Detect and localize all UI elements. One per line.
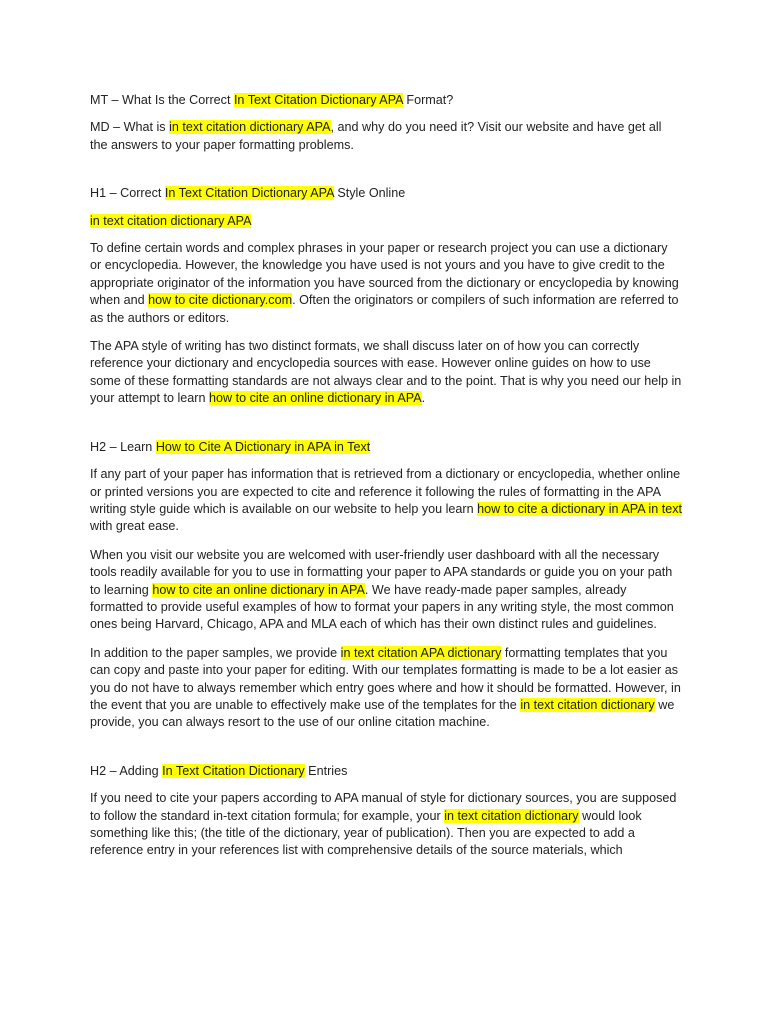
paragraph-text: To define certain words and complex phrases in your paper or research project you can use a dictionary or encyclopedia. However, the knowledge you have used is not yours and you have to give credit to the appropriate originator of the information you have sourced from the dictionary or encyclopedia by knowing when and	[90, 241, 679, 308]
heading-h2-learn	[90, 439, 682, 456]
paragraph-text: The APA style of writing has two distinct formats, we shall discuss later on of how you can correctly reference your dictionary and encyclopedia sources with ease. However online guides on how to use some of these formatting standards are not always clear and to the point. That is why you need our help in your attempt to learn	[90, 339, 682, 406]
heading-h1-suffix: Style Online	[333, 186, 406, 201]
paragraph-text: If you need to cite your papers according to APA manual of style for dictionary sources, you are supposed to follow the standard in-text citation formula; for example, your	[90, 791, 677, 823]
highlighted-keyword: How to Cite A Dictionary in APA in Text	[155, 439, 371, 454]
paragraph-text: formatting templates that you can copy and paste into your paper for editing. With our templates formatting is made to be a lot easier as you do not have to always remember which entry goes where and how it should be formatted. However, in the event that you are unable to effectively make use of the templates for the	[90, 645, 681, 712]
highlighted-keyword: how to cite dictionary.com	[148, 293, 293, 308]
paragraph-text: . We have ready-made paper samples, already formatted to provide useful examples of how to format your papers in any writing style, the most common ones being Harvard, Chicago, APA and MLA each of which has their own distinct rules and guidelines.	[90, 582, 674, 632]
paragraph-text: would look something like this; (the title of the dictionary, year of publication). Then you are expected to add a reference entry in your references list with comprehensive details of the source materials, which	[90, 808, 642, 858]
paragraph-website-dashboard	[90, 547, 682, 634]
heading-h2-prefix: H2 – Learn	[90, 439, 156, 454]
highlighted-keyword: In Text Citation Dictionary APA	[233, 93, 403, 107]
paragraph-text: In addition to the paper samples, we provide	[90, 645, 341, 660]
meta-description-paragraph	[90, 119, 682, 154]
paragraph-define-terms	[90, 240, 682, 327]
heading-h2-adding	[90, 763, 682, 780]
paragraph-text: .	[421, 391, 426, 406]
meta-title-suffix: Format?	[402, 93, 454, 107]
paragraph-text: with great ease.	[90, 519, 179, 534]
meta-title-prefix: MT – What Is the Correct	[90, 93, 234, 107]
paragraph-text: When you visit our website you are welcomed with user-friendly user dashboard with all the necessary tools readily available for you to use in formatting your paper to APA standards or guide you on your path to learning	[90, 547, 673, 597]
heading-h1-prefix: H1 – Correct	[90, 186, 165, 201]
paragraph-text: If any part of your paper has information that is retrieved from a dictionary or encyclopedia, whether online or printed versions you are expected to cite and reference it following the rules of formatting in the APA writing style guide which is available on our website to help you learn	[90, 467, 681, 516]
highlighted-keyword: how to cite an online dictionary in APA	[209, 391, 422, 406]
highlighted-keyword: in text citation dictionary	[520, 697, 655, 712]
highlighted-keyword: in text citation dictionary APA	[169, 120, 331, 135]
paragraph-templates	[90, 645, 682, 732]
highlighted-keyword: In Text Citation Dictionary APA	[164, 186, 334, 201]
paragraph-text: . Often the originators or compilers of such information are referred to as the authors or editors.	[90, 293, 679, 325]
heading-h2-prefix: H2 – Adding	[90, 763, 163, 778]
document-body	[90, 92, 682, 860]
highlighted-keyword: in text citation APA dictionary	[340, 645, 502, 660]
heading-h2-suffix: Entries	[304, 763, 348, 778]
meta-description-prefix: MD – What is	[90, 120, 170, 135]
meta-description-suffix: , and why do you need it? Visit our website and have get all the answers to your paper formatting problems.	[90, 120, 662, 152]
keyword-line	[90, 213, 682, 230]
paragraph-citation-formula	[90, 790, 682, 860]
highlighted-keyword: in text citation dictionary APA	[90, 213, 252, 228]
highlighted-keyword: In Text Citation Dictionary	[162, 763, 305, 778]
highlighted-keyword: how to cite a dictionary in APA in text	[477, 501, 682, 516]
heading-h1	[90, 185, 682, 202]
meta-title-line	[90, 92, 682, 109]
paragraph-text: we provide, you can always resort to the use of our online citation machine.	[90, 697, 675, 730]
highlighted-keyword: in text citation dictionary	[444, 808, 579, 823]
paragraph-apa-formats	[90, 338, 682, 408]
paragraph-retrieved-info	[90, 466, 682, 536]
highlighted-keyword: how to cite an online dictionary in APA	[152, 582, 365, 597]
